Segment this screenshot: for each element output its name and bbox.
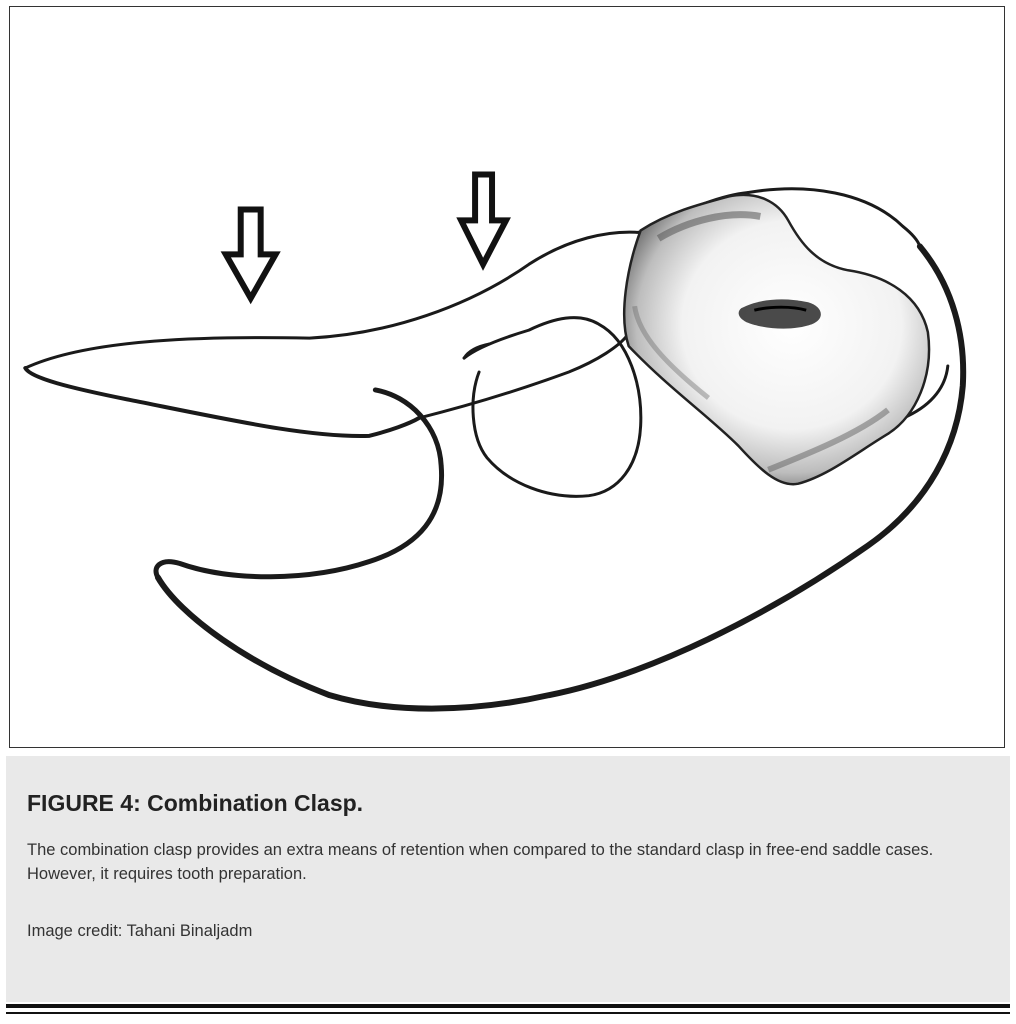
bottom-divider (6, 1004, 1010, 1008)
bottom-divider-thin (6, 1012, 1010, 1014)
tooth-occlusal-surface (624, 195, 929, 484)
figure-image (9, 6, 1005, 748)
figure-caption (6, 756, 1010, 1002)
figure-title: FIGURE 4: Combination Clasp. (27, 790, 364, 816)
down-arrow-icon (226, 209, 276, 298)
image-credit: Image credit: Tahani Binaljadm (27, 922, 253, 940)
combination-clasp-illustration (10, 7, 1004, 747)
figure-description: The combination clasp provides an extra means of retention when compared to the standard clasp in free-end saddle cases. However, it requires tooth preparation. (27, 841, 934, 883)
down-arrow-icon (461, 175, 506, 265)
